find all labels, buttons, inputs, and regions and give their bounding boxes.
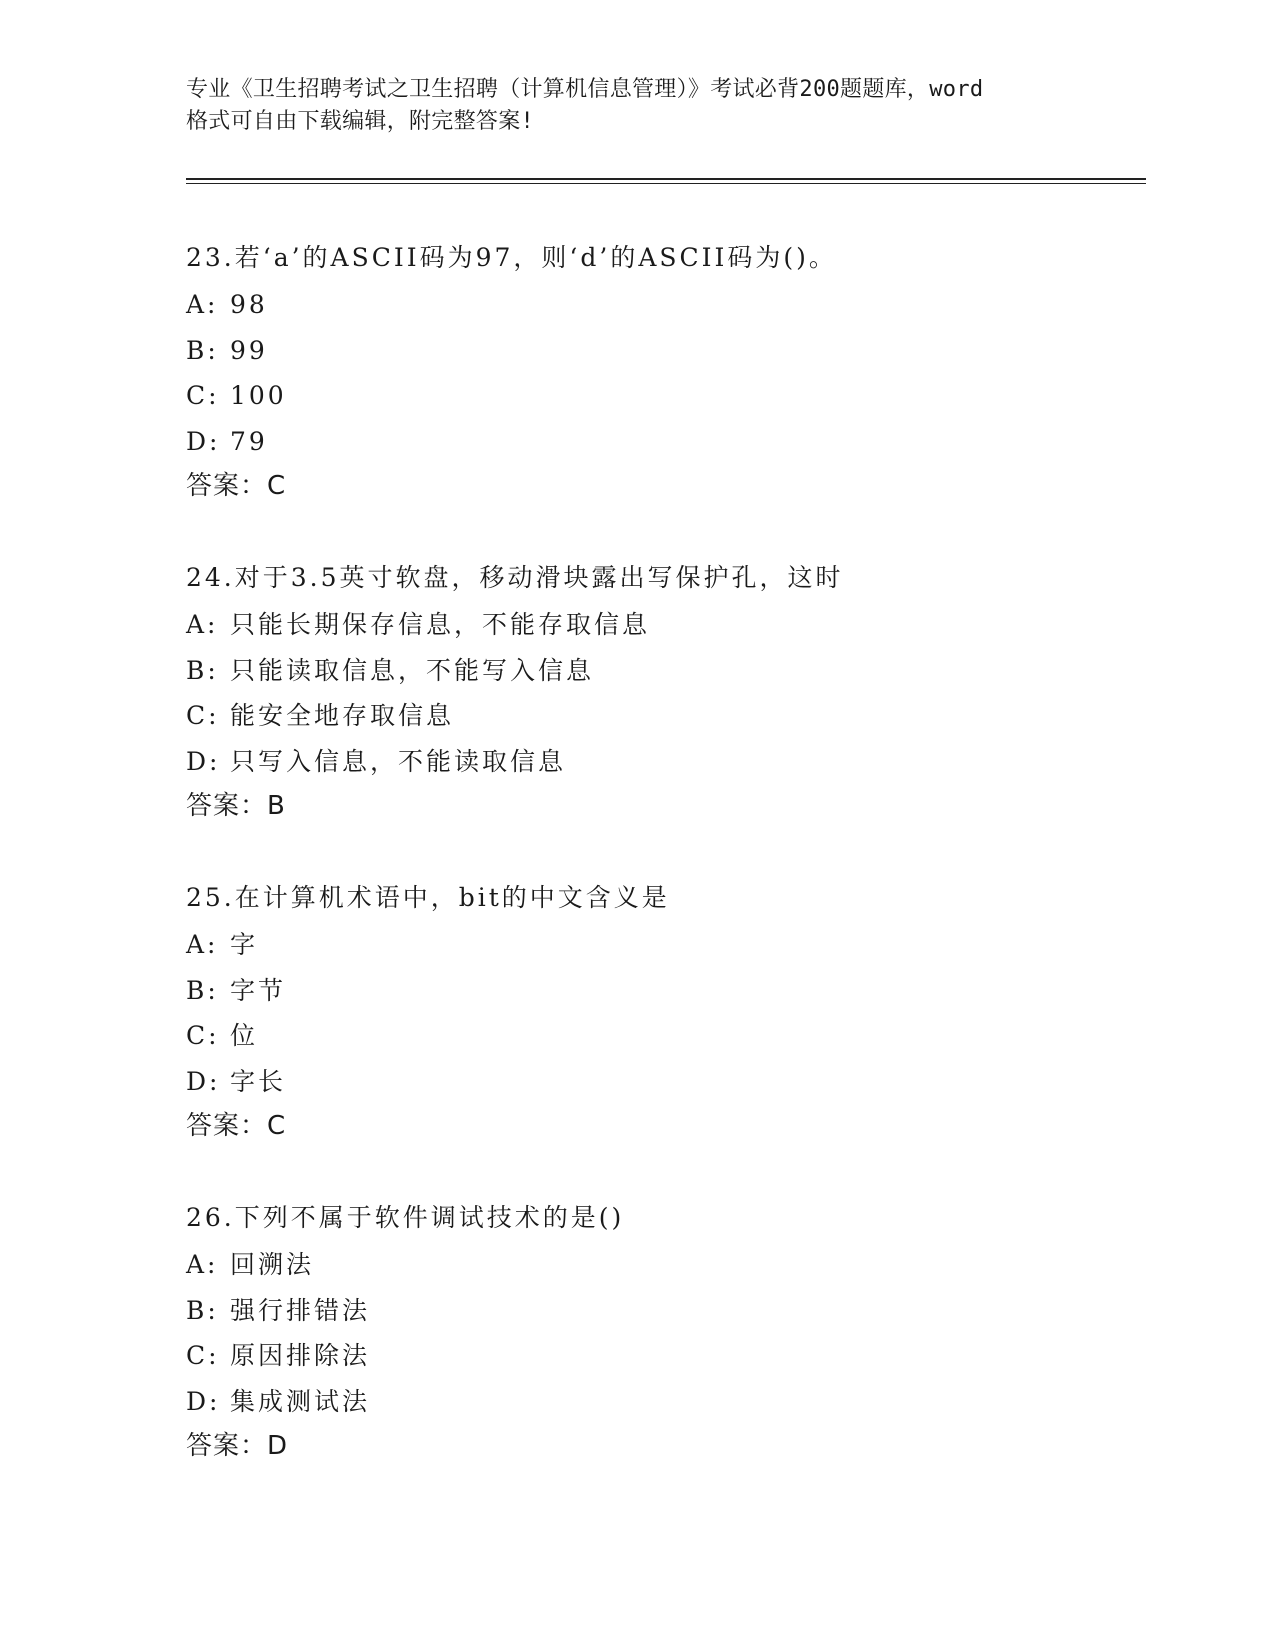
option-text: 字 (230, 930, 259, 959)
option-a (186, 922, 1146, 968)
document-header (186, 74, 1086, 138)
option-text: 只能读取信息，不能写入信息 (230, 655, 595, 685)
option-c (186, 1013, 1146, 1059)
option-letter: A: (186, 930, 219, 959)
option-text: 集成测试法 (230, 1386, 371, 1416)
option-letter: D: (186, 746, 221, 776)
option-text: 100 (230, 381, 287, 410)
option-letter: D: (186, 1066, 221, 1096)
document-page (186, 74, 1146, 1514)
question-text: 24.对于3.5英寸软盘，移动滑块露出写保护孔，这时 (186, 563, 844, 592)
option-c (186, 373, 1146, 419)
header-divider (186, 178, 1146, 184)
answer: 答案：D (186, 1431, 289, 1461)
question-list (186, 234, 1146, 1468)
option-text: 强行排错法 (230, 1295, 371, 1325)
option-letter: D: (186, 1386, 221, 1416)
answer: 答案：C (186, 1111, 287, 1141)
option-c (186, 1333, 1146, 1379)
option-text: 字节 (230, 975, 287, 1005)
option-d (186, 1379, 1146, 1425)
answer: 答案：B (186, 791, 286, 821)
option-d (186, 419, 1146, 465)
question-26 (186, 1194, 1146, 1468)
option-a (186, 1242, 1146, 1288)
question-24 (186, 554, 1146, 828)
option-text: 只能长期保存信息，不能存取信息 (230, 610, 651, 639)
option-letter: A: (186, 610, 219, 639)
option-text: 位 (230, 1021, 259, 1050)
option-b (186, 968, 1146, 1014)
question-text: 23.若‘a’的ASCII码为97，则‘d’的ASCII码为()。 (186, 243, 837, 272)
option-b (186, 328, 1146, 374)
question-23 (186, 234, 1146, 508)
option-letter: D: (186, 426, 221, 456)
option-b (186, 1288, 1146, 1334)
option-letter: B: (186, 335, 219, 365)
option-letter: B: (186, 1295, 219, 1325)
option-text: 字长 (230, 1066, 287, 1096)
option-letter: A: (186, 1250, 219, 1279)
option-text: 79 (230, 426, 268, 456)
option-letter: C: (186, 701, 220, 730)
option-a (186, 602, 1146, 648)
option-text: 回溯法 (230, 1250, 315, 1279)
option-text: 只写入信息，不能读取信息 (230, 746, 567, 776)
option-text: 原因排除法 (230, 1341, 371, 1370)
option-letter: C: (186, 1341, 220, 1370)
question-25 (186, 874, 1146, 1148)
option-text: 能安全地存取信息 (230, 701, 455, 730)
option-letter: C: (186, 381, 220, 410)
option-text: 99 (230, 335, 268, 365)
question-text: 26.下列不属于软件调试技术的是() (186, 1203, 625, 1232)
option-letter: A: (186, 290, 219, 319)
option-c (186, 693, 1146, 739)
option-d (186, 1059, 1146, 1105)
option-text: 98 (230, 290, 268, 319)
answer: 答案：C (186, 471, 287, 501)
option-d (186, 739, 1146, 785)
option-a (186, 282, 1146, 328)
option-b (186, 648, 1146, 694)
option-letter: C: (186, 1021, 220, 1050)
option-letter: B: (186, 975, 219, 1005)
question-text: 25.在计算机术语中，bit的中文含义是 (186, 883, 670, 912)
header-line-1: 专业《卫生招聘考试之卫生招聘（计算机信息管理）》考试必背200题题库，word (186, 77, 984, 102)
option-letter: B: (186, 655, 219, 685)
header-line-2: 格式可自由下载编辑，附完整答案! (186, 109, 535, 134)
